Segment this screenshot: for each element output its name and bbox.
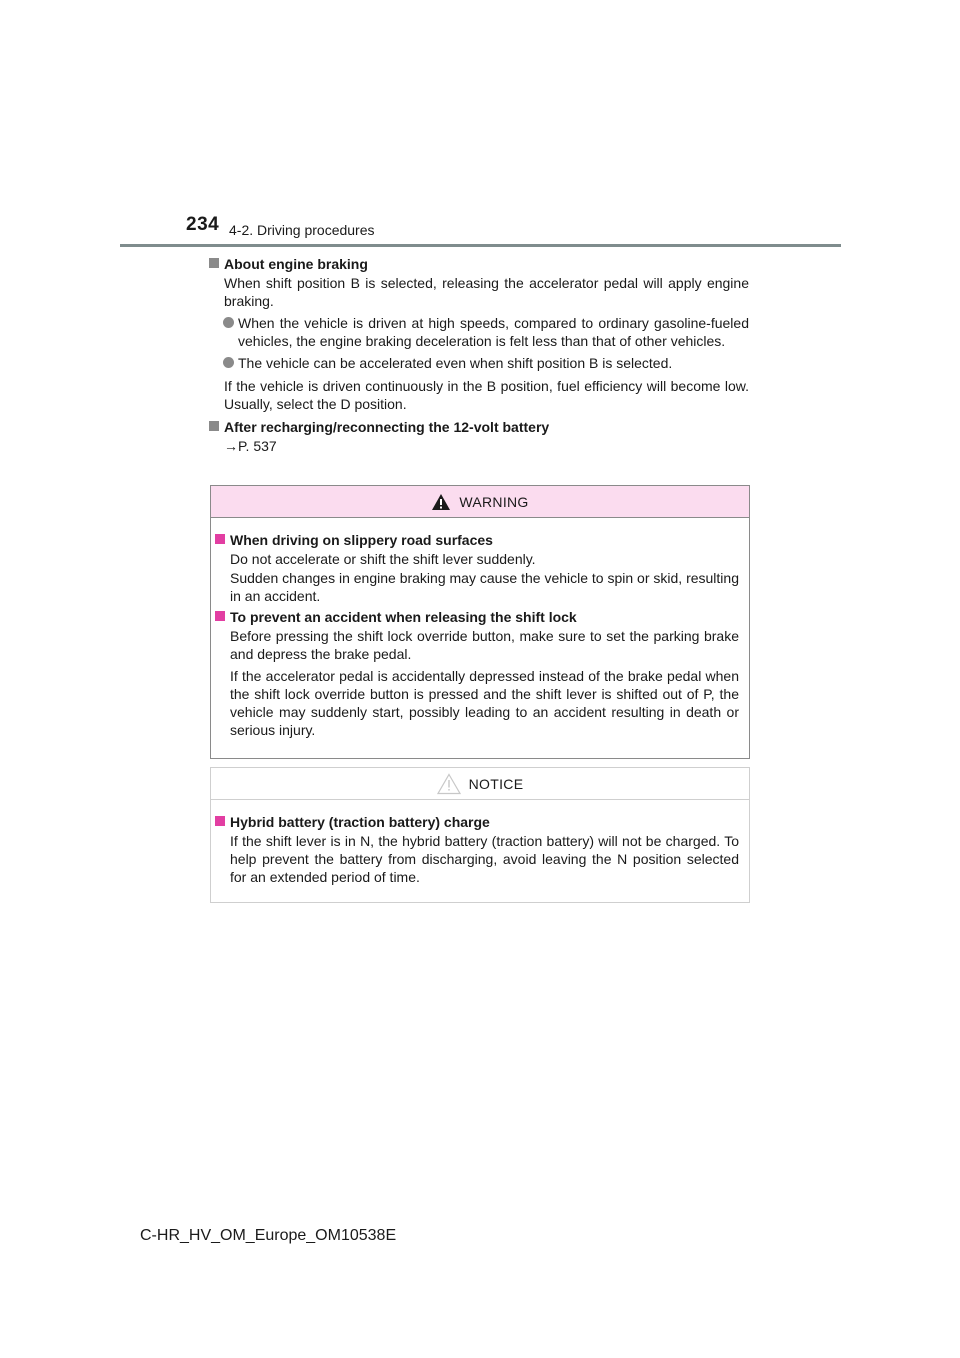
caution-triangle-icon [437,773,461,795]
engine-braking-note: If the vehicle is driven continuously in the B position, fuel efficiency will become low. Usually, select the D position. [224,378,749,412]
warning-title: WARNING [459,493,529,510]
warning-text: If the accelerator pedal is accidentally depressed instead of the brake pedal when the shift lock override button is pressed and the shift lever is shifted out of P, the vehicle may suddenly start, possibly leading to an accident resulting in death or serious injury. [230,668,739,738]
warning-header [211,486,749,518]
notice-text: If the shift lever is in N, the hybrid battery (traction battery) will not be charged. To help prevent the battery from discharging, avoid leaving the N position selected for an extended period of time. [230,833,739,885]
document-code: C-HR_HV_OM_Europe_OM10538E [140,1227,397,1244]
list-item: When the vehicle is driven at high speeds, compared to ordinary gasoline-fueled vehicles, the engine braking deceleration is felt less than that of other vehicles. [211,314,749,350]
warning-heading-slippery: When driving on slippery road surfaces [217,531,739,549]
warning-text: Before pressing the shift lock override button, make sure to set the parking brake and depress the brake pedal. [230,628,739,662]
heading-recharging: After recharging/reconnecting the 12-volt battery [211,418,749,436]
square-bullet-icon [215,534,225,544]
list-item: The vehicle can be accelerated even when shift position B is selected. [211,354,749,372]
section-title: 4-2. Driving procedures [229,222,375,238]
square-bullet-icon [209,421,219,431]
warning-box [210,485,750,759]
warning-text: Sudden changes in engine braking may cause the vehicle to spin or skid, resulting in an accident. [230,570,739,604]
heading-engine-braking: About engine braking [211,255,749,273]
main-content [211,254,749,455]
circle-bullet-icon [223,317,234,328]
square-bullet-icon [215,816,225,826]
warning-triangle-icon [431,493,451,511]
notice-title: NOTICE [468,775,524,792]
warning-text: Do not accelerate or shift the shift lever suddenly. [230,551,536,567]
circle-bullet-icon [223,357,234,368]
page-reference-link[interactable]: →P. 537 [224,438,277,454]
page-number: 234 [186,214,220,235]
square-bullet-icon [209,258,219,268]
notice-heading-hybrid-battery: Hybrid battery (traction battery) charge [217,813,739,831]
engine-braking-intro: When shift position B is selected, releasing the accelerator pedal will apply engine braking. [224,275,749,309]
notice-box [210,767,750,903]
header-divider [120,244,841,247]
warning-heading-shift-lock: To prevent an accident when releasing the shift lock [217,608,739,626]
notice-header [211,768,749,800]
square-bullet-icon [215,611,225,621]
